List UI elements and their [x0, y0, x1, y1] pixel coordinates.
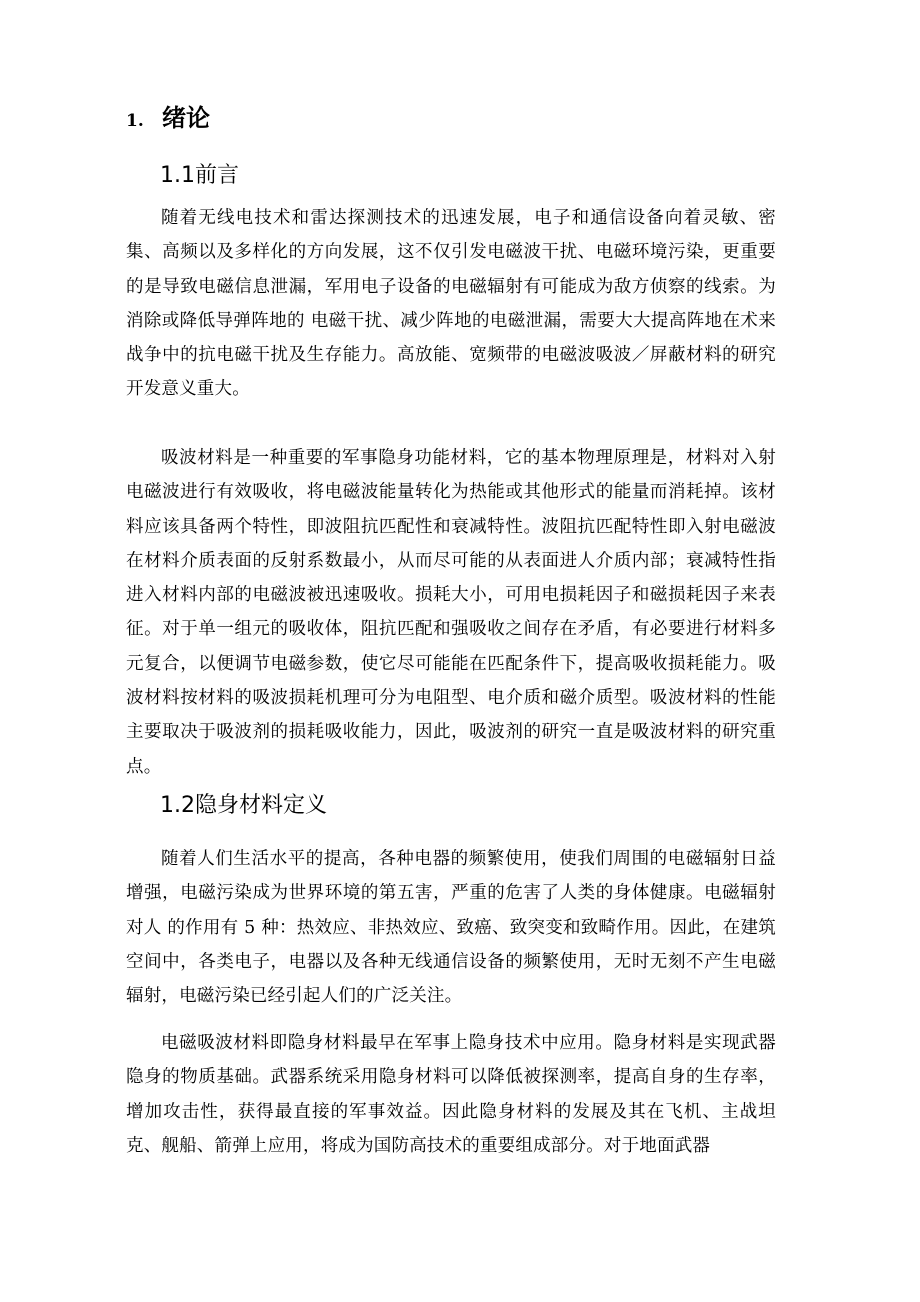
section-heading-stealth-definition: 1.2隐身材料定义 [160, 793, 327, 818]
chapter-heading [126, 100, 210, 139]
paragraph-preface-1: 随着无线电技术和雷达探测技术的迅速发展，电子和通信设备向着灵敏、密集、高频以及多样化的方向发展，这不仅引发电磁波干扰、电磁环境污染，更重要的是导致电磁信息泄漏，军用电子设备的电磁辐射有可能成为敌方侦察的线索。为消除或降低导弹阵地的 电磁干扰、减少阵地的电磁泄漏，需要大大提高阵地在术来战争中的抗电磁干扰及生存能力。高放能、宽频带的电磁波吸波／屏蔽材料的研究开发意义重大。 [126, 208, 776, 400]
paragraph-preface-2: 吸波材料是一种重要的军事隐身功能材料，它的基本物理原理是，材料对入射电磁波进行有效吸收，将电磁波能量转化为热能或其他形式的能量而消耗掉。该材料应该具备两个特性，即波阻抗匹配性和衰减特性。波阻抗匹配特性即入射电磁波在材料介质表面的反射系数最小，从而尽可能的从表面进人介质内部；衰减特性指进入材料内部的电磁波被迅速吸收。损耗大小，可用电损耗因子和磁损耗因子来表征。对于单一组元的吸收体，阻抗匹配和强吸收之间存在矛盾，有必要进行材料多元复合，以便调节电磁参数，使它尽可能能在匹配条件下，提高吸收损耗能力。吸波材料按材料的吸波损耗机理可分为电阻型、电介质和磁介质型。吸波材料的性能主要取决于吸波剂的损耗吸收能力，因此，吸波剂的研究一直是吸波材料的研究重点。 [126, 448, 776, 777]
paragraph-stealth-2: 电磁吸波材料即隐身材料最早在军事上隐身技术中应用。隐身材料是实现武器隐身的物质基础。武器系统采用隐身材料可以降低被探测率，提高自身的生存率，增加攻击性，获得最直接的军事效益。因此隐身材料的发展及其在飞机、主战坦克、舰船、箭弹上应用，将成为国防高技术的重要组成部分。对于地面武器 [126, 1033, 776, 1156]
section-heading-preface: 1.1前言 [160, 163, 239, 188]
chapter-title: 绪论 [162, 103, 210, 132]
chapter-number: 1. [126, 111, 144, 131]
paragraph-stealth-1: 随着人们生活水平的提高，各种电器的频繁使用，使我们周围的电磁辐射日益增强，电磁污染成为世界环境的第五害，严重的危害了人类的身体健康。电磁辐射对人 的作用有 5 种：热效应、非热效应、致癌、致突变和致畸作用。因此，在建筑空间中，各类电子，电器以及各种无线通信设备的频繁使用，无时无刻不产生电磁辐射，电磁污染已经引起人们的广泛关注。 [126, 849, 776, 1007]
